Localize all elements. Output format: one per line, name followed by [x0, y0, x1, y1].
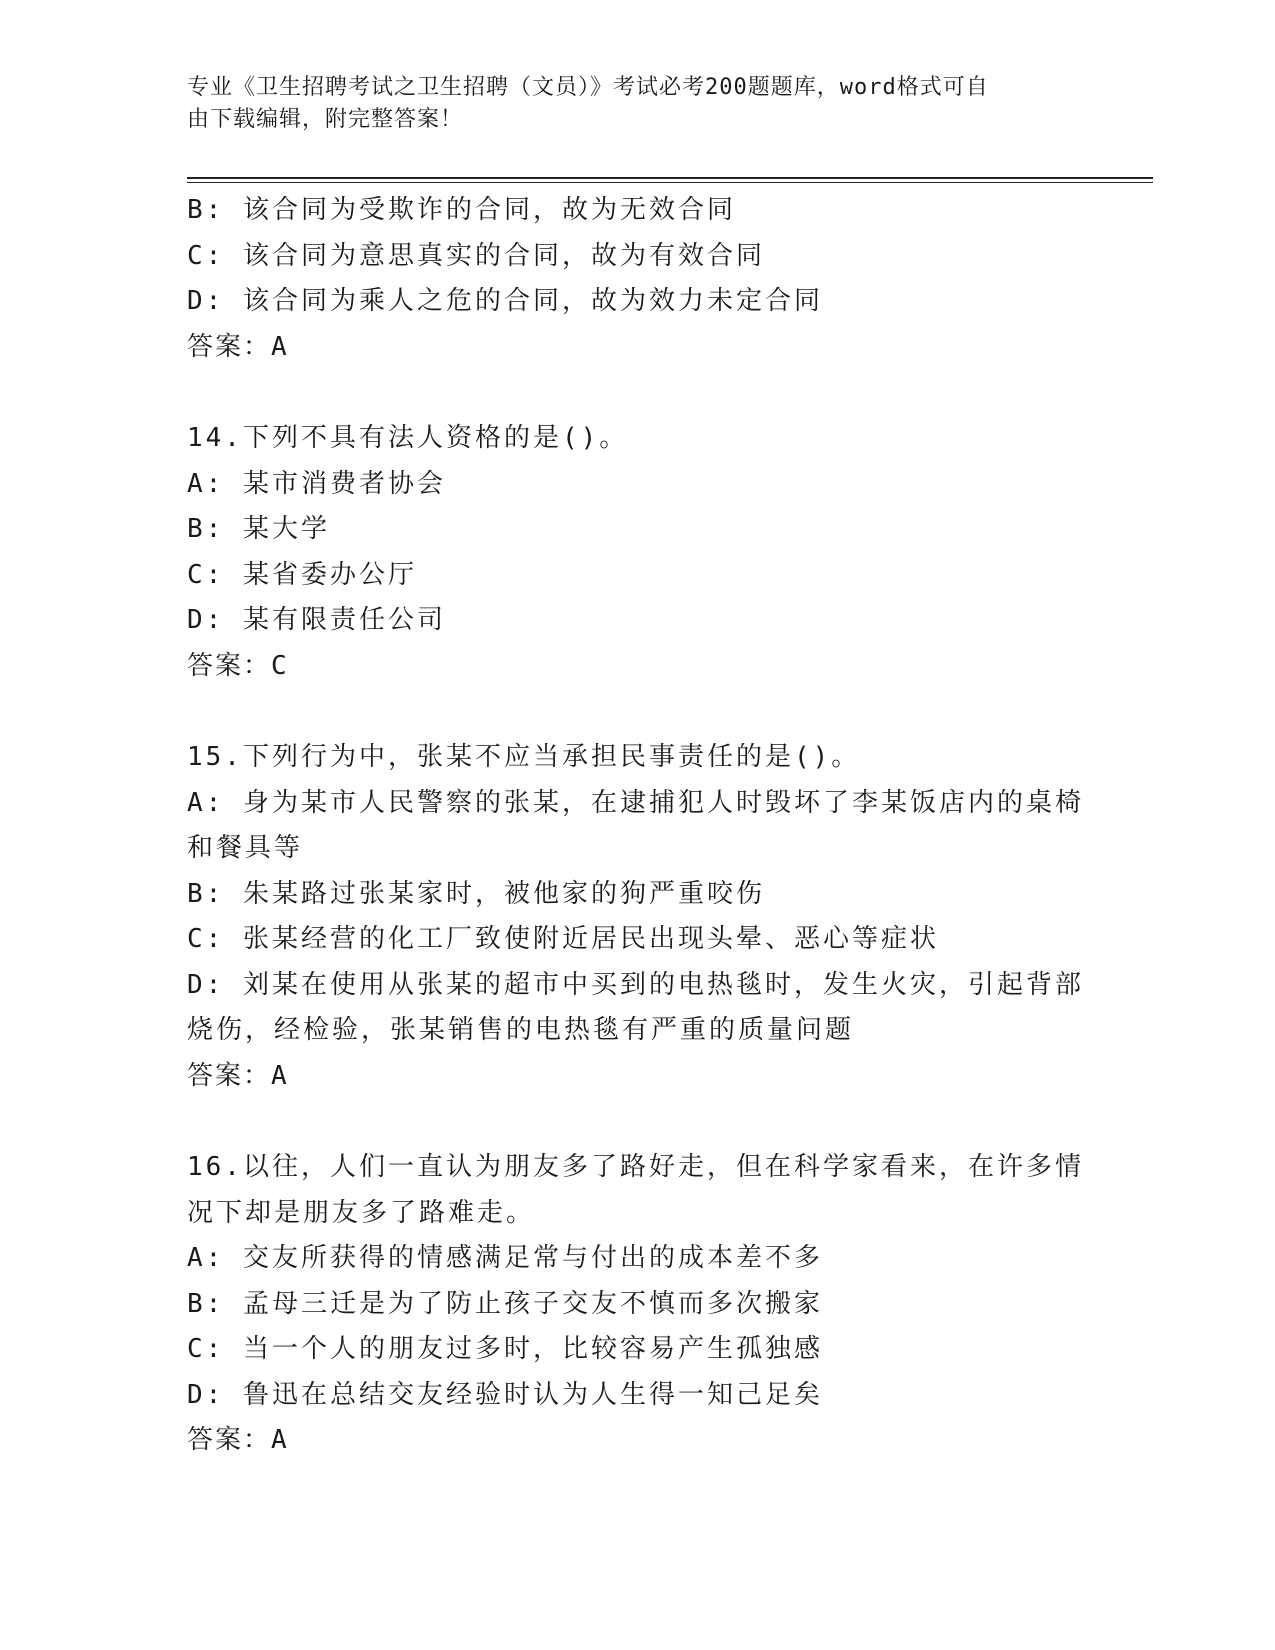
option-a-line-2: 和餐具等 [187, 833, 304, 863]
option-c: C: 张某经营的化工厂致使附近居民出现头晕、恶心等症状 [187, 924, 939, 954]
option-a: A: 某市消费者协会 [187, 468, 446, 499]
answer [187, 1054, 1067, 1100]
answer-value: A [271, 1425, 290, 1455]
question-text-line-1: 16.以往，人们一直认为朋友多了路好走，但在科学家看来，在许多情 [187, 1152, 1084, 1182]
answer [187, 644, 1067, 690]
answer-label: 答案： [187, 1425, 272, 1455]
page-header [187, 72, 1067, 136]
answer-value: C [271, 650, 290, 681]
option-a: A: 交友所获得的情感满足常与付出的成本差不多 [187, 1243, 823, 1273]
question-text: 15.下列行为中，张某不应当承担民事责任的是()。 [187, 742, 861, 772]
question-text-line-2: 况下却是朋友多了路难走。 [187, 1197, 536, 1228]
option-a-line-1: A: 身为某市人民警察的张某，在逮捕犯人时毁坏了李某饭店内的桌椅 [187, 787, 1084, 818]
answer [187, 325, 1067, 371]
header-line-2: 由下载编辑，附完整答案！ [187, 107, 464, 132]
option-d: D: 某有限责任公司 [187, 605, 446, 635]
header-rule-thin [187, 182, 1153, 183]
question-text: 14.下列不具有法人资格的是()。 [187, 423, 629, 453]
answer-value: A [271, 331, 290, 362]
answer-value: A [271, 1060, 290, 1091]
option-b: B: 孟母三迁是为了防止孩子交友不慎而多次搬家 [187, 1288, 823, 1319]
answer [187, 1418, 1067, 1464]
answer-label: 答案： [187, 1060, 272, 1091]
option-d-line-1: D: 刘某在使用从张某的超市中买到的电热毯时，发生火灾，引起背部 [187, 969, 1084, 1000]
question-16 [187, 1145, 1084, 1464]
question-15 [187, 735, 1084, 1099]
option-c: C: 该合同为意思真实的合同，故为有效合同 [187, 240, 765, 271]
question-14 [187, 416, 1067, 689]
option-d: D: 鲁迅在总结交友经验时认为人生得一知己足矣 [187, 1379, 823, 1410]
answer-label: 答案： [187, 650, 272, 681]
question-list [187, 188, 1084, 1464]
header-rule-thick [187, 177, 1153, 179]
option-c: C: 当一个人的朋友过多时，比较容易产生孤独感 [187, 1334, 823, 1364]
option-b: B: 该合同为受欺诈的合同，故为无效合同 [187, 195, 736, 225]
header-line-1: 专业《卫生招聘考试之卫生招聘（文员）》考试必考200题题库，word格式可自 [187, 75, 989, 100]
answer-label: 答案： [187, 331, 272, 362]
question-13 [187, 188, 1067, 370]
option-b: B: 某大学 [187, 514, 330, 544]
option-d-line-2: 烧伤，经检验，张某销售的电热毯有严重的质量问题 [187, 1015, 855, 1045]
option-c: C: 某省委办公厅 [187, 559, 417, 590]
option-b: B: 朱某路过张某家时，被他家的狗严重咬伤 [187, 878, 765, 909]
option-d: D: 该合同为乘人之危的合同，故为效力未定合同 [187, 286, 823, 316]
